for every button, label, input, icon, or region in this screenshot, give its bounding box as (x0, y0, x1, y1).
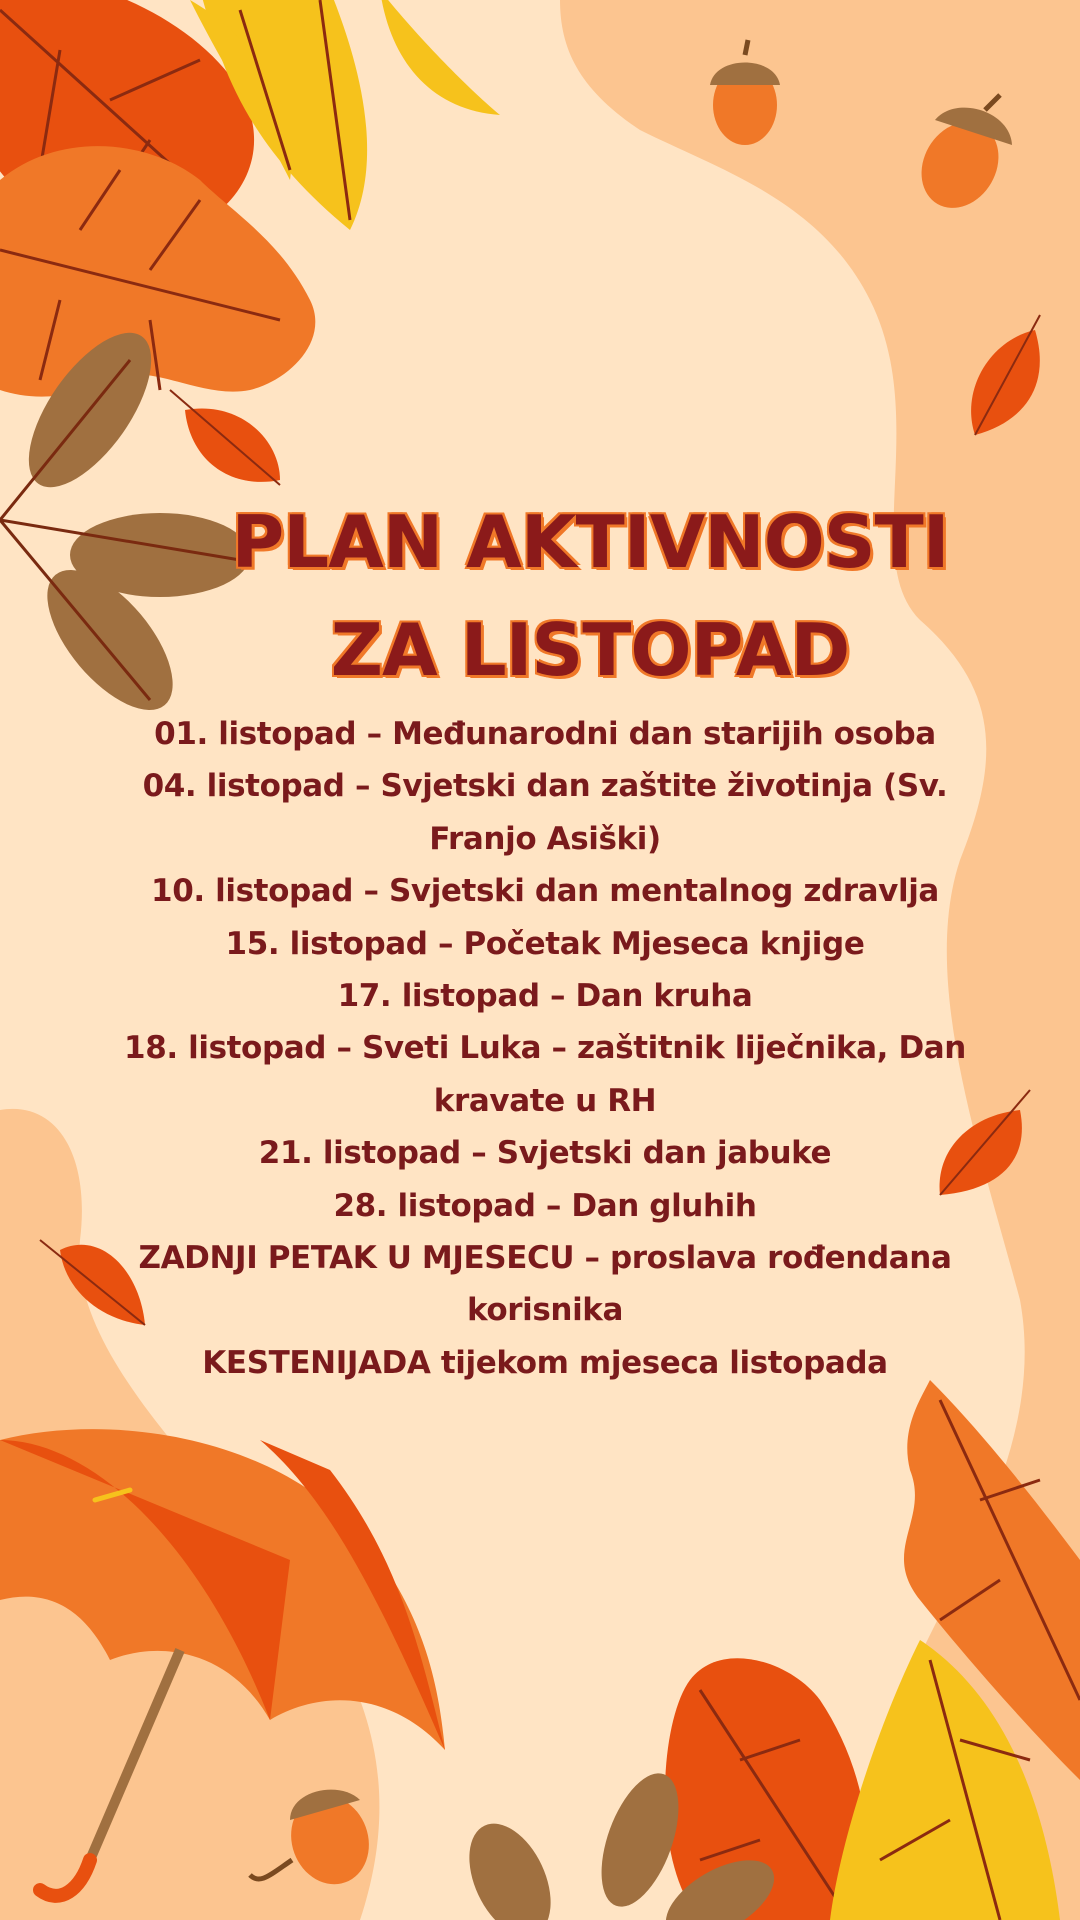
list-item: 15. listopad – Početak Mjeseca knjige (225, 925, 865, 962)
title-line-1: PLAN AKTIVNOSTI (231, 500, 949, 584)
falling-leaf-icon (170, 390, 280, 485)
page-title (150, 488, 1030, 704)
list-item: 01. listopad – Međunarodni dan starijih osoba (154, 716, 936, 752)
list-item: 21. listopad – Svjetski dan jabuke (258, 1135, 832, 1172)
list-item: 10. listopad – Svjetski dan mentalnog zdravlja (151, 873, 939, 910)
list-item: ZADNJI PETAK U MJESECU – proslava rođendana korisnika (138, 1240, 952, 1329)
list-item: 04. listopad – Svjetski dan zaštite životinja (Sv. Franjo Asiški) (142, 768, 948, 857)
activity-list (90, 708, 1000, 1389)
title-line-2: ZA LISTOPAD (330, 608, 850, 692)
list-item: 28. listopad – Dan gluhih (333, 1187, 757, 1224)
list-item: 17. listopad – Dan kruha (337, 978, 753, 1015)
oak-leaf-icon (0, 146, 315, 396)
list-item: KESTENIJADA tijekom mjeseca listopada (202, 1344, 888, 1381)
list-item: 18. listopad – Sveti Luka – zaštitnik liječnika, Dan kravate u RH (124, 1030, 966, 1119)
